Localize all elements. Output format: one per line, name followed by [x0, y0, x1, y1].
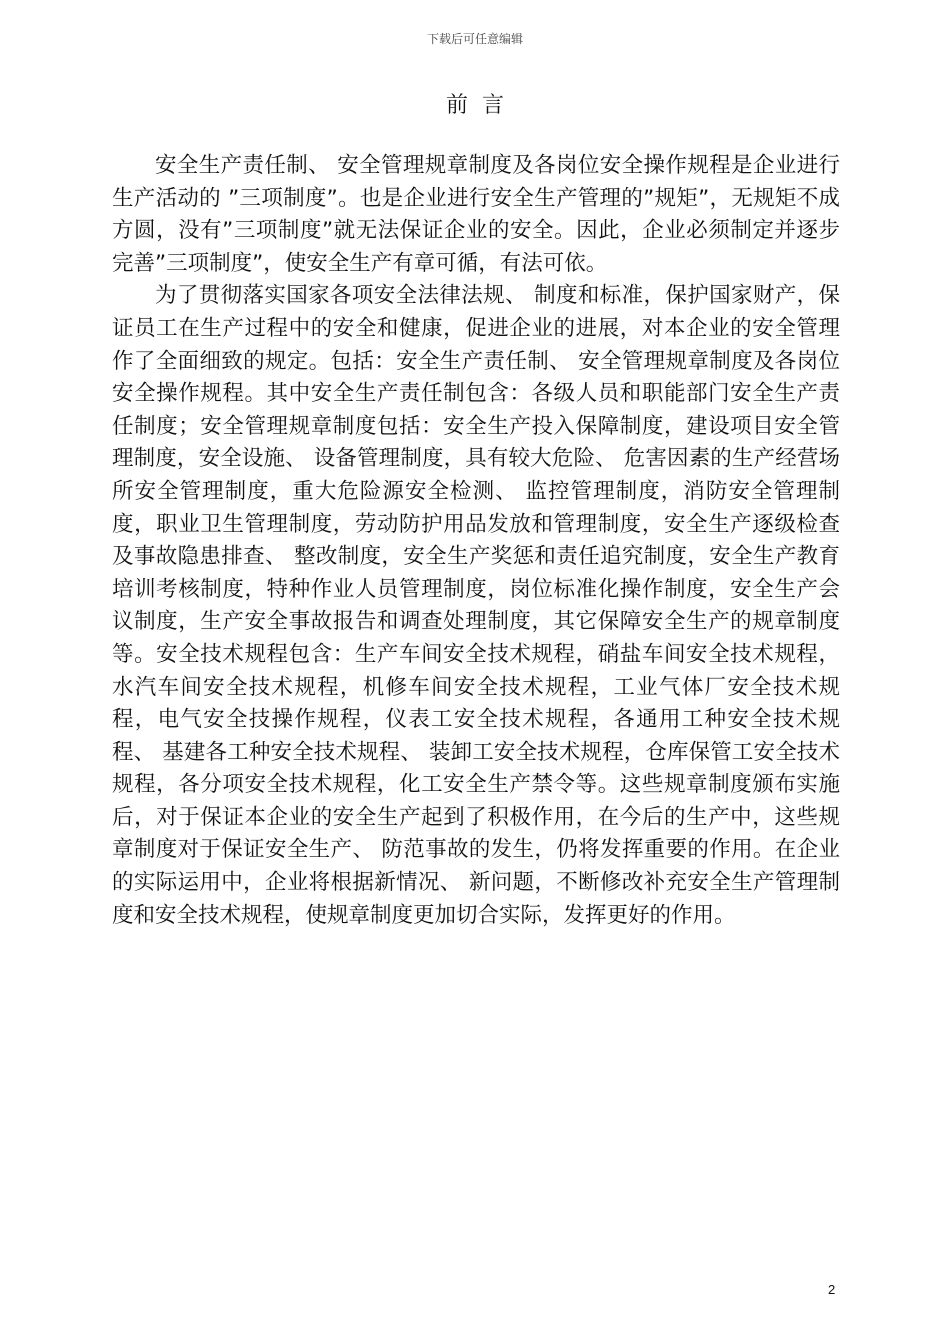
document-body — [112, 150, 840, 932]
paragraph-intro: 安全生产责任制、 安全管理规章制度及各岗位安全操作规程是企业进行生产活动的 ”三项制度”。也是企业进行安全生产管理的”规矩”，无规矩不成方圆，没有”三项制度”就无法保证企业的安全。因此，企业必须制定并逐步完善”三项制度”，使安全生产有章可循，有法可依。 — [112, 153, 840, 276]
paragraph-scope: 为了贯彻落实国家各项安全法律法规、 制度和标准，保护国家财产，保证员工在生产过程中的安全和健康，促进企业的进展，对本企业的安全管理作了全面细致的规定。包括：安全生产责任制、 安全管理规章制度及各岗位安全操作规程。其中安全生产责任制包含：各级人员和职能部门安全生产责任制度；安全管理规章制度包括：安全生产投入保障制度，建设项目安全管理制度，安全设施、 设备管理制度，具有较大危险、 危害因素的生产经营场所安全管理制度，重大危险源安全检测、 监控管理制度，消防安全管理制度，职业卫生管理制度，劳动防护用品发放和管理制度，安全生产逐级检查及事故隐患排查、 整改制度，安全生产奖惩和责任追究制度，安全生产教育培训考核制度，特种作业人员管理制度，岗位标准化操作制度，安全生产会议制度，生产安全事故报告和调查处理制度，其它保障安全生产的规章制度等。安全技术规程包含：生产车间安全技术规程，硝盐车间安全技术规程，水汽车间安全技术规程，机修车间安全技术规程，工业气体厂安全技术规程，电气安全技操作规程，仪表工安全技术规程，各通用工种安全技术规程、 基建各工种安全技术规程、 装卸工安全技术规程，仓库保管工安全技术规程，各分项安全技术规程，化工安全生产禁令等。这些规章制度颁布实施后，对于保证本企业的安全生产起到了积极作用，在今后的生产中，这些规章制度对于保证安全生产、 防范事故的发生，仍将发挥重要的作用。在企业的实际运用中，企业将根据新情况、 新问题，不断修改补充安全生产管理制度和安全技术规程，使规章制度更加切合实际，发挥更好的作用。 — [112, 283, 840, 928]
header-note: 下载后可任意编辑 — [426, 32, 523, 46]
page-number: 2 — [828, 1282, 836, 1297]
page-title: 前言 — [445, 93, 518, 118]
